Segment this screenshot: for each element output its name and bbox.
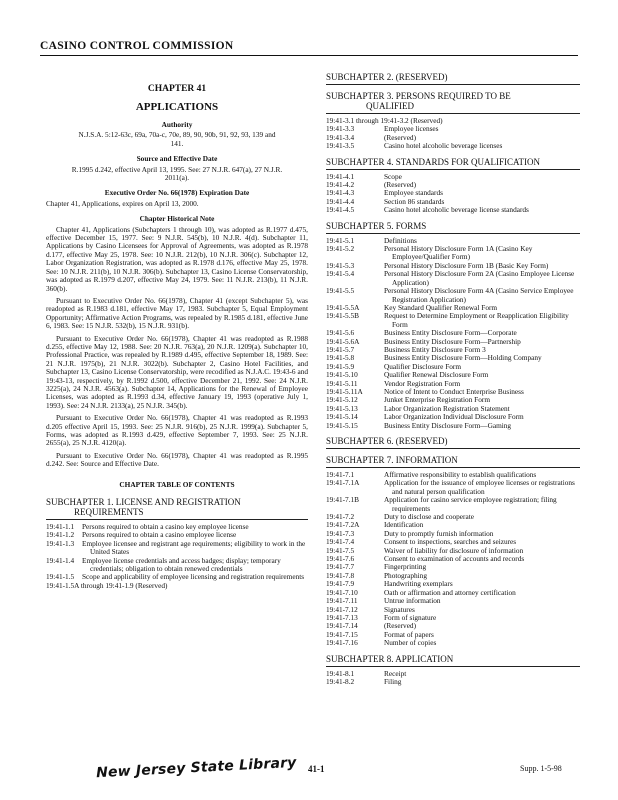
toc-entry-title: Vendor Registration Form	[384, 378, 461, 388]
toc-entry-number: 19:41-7.1	[326, 470, 355, 479]
toc-entry	[326, 639, 580, 647]
toc-entry	[326, 572, 580, 580]
toc-entry-title: Business Entity Disclosure Form—Corporate	[384, 328, 517, 338]
subchapter-heading	[326, 72, 580, 82]
historical-note-heading: Chapter Historical Note	[139, 214, 215, 224]
subchapter-rule	[46, 519, 308, 520]
authority-text: N.J.S.A. 5:12-63c, 69a, 70a-c, 70e, 89, 90, 90b, 91, 92, 93, 139 and 141.	[78, 130, 276, 148]
historical-note-paragraph: Chapter 41, Applications (Subchapters 1 through 10), was adopted as R.1977 d.475, effective December 15, 1977. See: 9 N.J.R. 545(b), 10 N.J.R. 4(d). Subchapter 11, Applications by Casino Licensees for Approval of Agreements, was adopted as R.1978 d.177, effective May 25, 1978. See: 10 N.J.R. 212(b), 10 N.J.R. 306(c). Subchapter 12, Labor Organization Registration, was adopted as R.1978 d.176, effective May 25, 1978. See: 10 N.J.R. 211(b), 10 N.J.R. 306(b). Subchapter 13, Casino License Conservatorship, was adopted as R.1979 d.207, effective May 24, 1979. See: 11 N.J.R. 213(b), 11 N.J.R. 360(b).	[46, 224, 308, 293]
toc-entry-number: 19:41-5.4	[326, 269, 355, 279]
toc-entry-title: Personal History Disclosure Form 1B (Basic Key Form)	[384, 260, 549, 270]
toc-entry-number: 19:41-7.11	[326, 596, 358, 606]
toc-entry-title: Duty to promptly furnish information	[384, 528, 494, 538]
subchapter-heading	[326, 654, 580, 664]
toc-entry-number: 19:41-5.5B	[326, 311, 360, 321]
toc-entry-number: 19:41-5.5	[326, 286, 355, 296]
toc-entry	[326, 670, 580, 678]
toc-entry-number: 19:41-5.12	[326, 395, 358, 405]
subchapter-rule	[326, 448, 580, 449]
subchapter-title: SUBCHAPTER 4. STANDARDS FOR QUALIFICATION	[326, 156, 541, 167]
toc-entry	[326, 422, 580, 430]
toc-entry-title: Handwriting exemplars	[384, 579, 453, 589]
toc-entry-title: Oath or affirmation and attorney certification	[384, 587, 516, 597]
historical-note-paragraph: Pursuant to Executive Order No. 66(1978), Chapter 41 was readopted as R.1988 d.255, effective May 12, 1988. See: 20 N.J.R. 763(a), 20 N.J.R. 1209(a). Subchapter 10, Professional Practice, was repealed by R.1989 d.495, effective September 18, 1989. See: 21 N.J.R. 1975(b), 21 N.J.R. 3022(b). Subchapter 2, Casino Hotel Facilities, and Subchapter 13, Casino License Conservatorship, were recodified as N.J.A.C. 19:43-6 and 19:43-13, respectively, by R.1992 d.500, effective December 21, 1992. See: 24 N.J.R. 3225(a), 24 N.J.R. 4563(a). Subchapter 14, Applications for the Renewal of Employee Licenses, was adopted as R.1993 d.34, effective January 19, 1993 (operative July 1, 1993). See: 24 N.J.R. 2133(a), 25 N.J.R. 345(b).	[46, 333, 308, 410]
toc-list	[326, 471, 580, 648]
subchapter-rule	[326, 113, 580, 114]
running-head: CASINO CONTROL COMMISSION	[40, 40, 234, 52]
toc-entry-number: 19:41-5.11A	[326, 386, 363, 396]
toc-entry-number: 19:41-4.5	[326, 205, 355, 215]
library-stamp: New Jersey State Library	[95, 754, 297, 782]
toc-entry-title: Receipt	[384, 668, 407, 678]
toc-entry	[326, 117, 580, 125]
subchapter-title: SUBCHAPTER 3. PERSONS REQUIRED TO BE	[326, 91, 511, 101]
toc-entry-number: 19:41-1.1	[46, 522, 75, 532]
toc-entry	[46, 540, 308, 557]
toc-entry	[326, 206, 580, 214]
source-text: R.1995 d.242, effective April 13, 1995. See: 27 N.J.R. 647(a), 27 N.J.R. 2011(a).	[71, 164, 283, 183]
toc-entry-title: Consent to inspections, searches and seizures	[384, 537, 517, 547]
toc-entry-title: Untrue information	[384, 596, 441, 606]
toc-entry-number: 19:41-5.3	[326, 260, 355, 270]
subchapter-title: SUBCHAPTER 1. LICENSE AND REGISTRATION	[46, 497, 241, 508]
toc-entry-title: Persons required to obtain a casino key employee license	[82, 522, 249, 532]
toc-entry-title: Request to Determine Employment or Reapplication Eligibility Form	[384, 311, 569, 329]
historical-note-body	[46, 226, 308, 469]
toc-entry-number: 19:41-7.5	[326, 545, 355, 555]
subchapter-heading	[326, 91, 580, 111]
chapter-title: APPLICATIONS	[135, 101, 219, 113]
toc-entry-title: Qualifier Disclosure Form	[384, 361, 462, 371]
toc-entry-number: 19:41-5.7	[326, 344, 355, 354]
toc-entry-title: Employee standards	[384, 188, 443, 198]
toc-entry-number: 19:41-8.2	[326, 676, 355, 686]
toc-entry-title: Personal History Disclosure Form 4A (Casino Service Employee Registration Application)	[384, 286, 574, 304]
toc-entry	[326, 513, 580, 521]
subchapter-rule	[326, 666, 580, 667]
toc-list	[326, 670, 580, 687]
toc-entry-title: Fingerprinting	[384, 562, 427, 572]
page-footer	[0, 752, 618, 782]
toc-entry	[326, 189, 580, 197]
historical-note-paragraph: Pursuant to Executive Order No. 66(1978), Chapter 41 was readopted as R.1995 d.242. See: Source and Effective Date.	[46, 450, 308, 469]
toc-entry-number: 19:41-7.4	[326, 537, 355, 547]
toc-entry-number: 19:41-5.6	[326, 328, 355, 338]
toc-entry-title: Business Entity Disclosure Form 3	[384, 344, 486, 354]
toc-entry-number: 19:41-3.4	[326, 132, 355, 142]
toc-entry-number: 19:41-7.2	[326, 512, 355, 522]
toc-entry-title: Scope and applicability of employee licensing and registration requirements	[82, 572, 305, 582]
toc-entry-number: 19:41-5.2	[326, 244, 355, 254]
toc-entry	[326, 142, 580, 150]
toc-entry-number: 19:41-1.5	[46, 572, 75, 582]
right-column	[326, 60, 580, 686]
toc-entry-number: 19:41-5.15	[326, 420, 358, 430]
subchapter-rule	[326, 84, 580, 85]
executive-order-heading: Executive Order No. 66(1978) Expiration Date	[104, 188, 250, 198]
toc-entry-title: Key Standard Qualifier Renewal Form	[384, 302, 498, 312]
toc-entry-title: Signatures	[384, 604, 415, 614]
executive-order-text: Chapter 41, Applications, expires on April 13, 2000.	[46, 198, 199, 208]
left-column	[46, 60, 308, 590]
toc-entry-number: 19:41-5.10	[326, 370, 358, 380]
toc-entry-title: Definitions	[384, 235, 417, 245]
toc-entry-title: Persons required to obtain a casino employee license	[82, 530, 237, 540]
toc-entry	[326, 606, 580, 614]
toc-entry-number: 19:41-7.10	[326, 587, 358, 597]
toc-entry-number: 19:41-7.7	[326, 562, 355, 572]
toc-entry-title: Waiver of liability for disclosure of information	[384, 545, 524, 555]
toc-entry-title: Personal History Disclosure Form 2A (Casino Employee License Application)	[384, 269, 575, 287]
subchapter-heading	[326, 455, 580, 465]
toc-entry-number: 19:41-3.3	[326, 124, 355, 134]
toc-entry-title: Application for casino service employee registration; filing requirements	[384, 495, 557, 513]
toc-entry-number: 19:41-7.9	[326, 579, 355, 589]
toc-entry-title: Personal History Disclosure Form 1A (Casino Key Employee/Qualifier Form)	[384, 244, 533, 262]
toc-entry-title: Form of signature	[384, 612, 437, 622]
subchapter-heading	[326, 436, 580, 446]
subchapter-heading	[326, 221, 580, 231]
toc-entry	[326, 479, 580, 496]
toc-entry-number: 19:41-5.9	[326, 361, 355, 371]
subchapter-title-cont: REQUIREMENTS	[74, 507, 144, 518]
toc-entry-title: Casino hotel alcoholic beverage licenses	[384, 141, 503, 151]
toc-list	[326, 173, 580, 215]
toc-entry-number: 19:41-7.8	[326, 570, 355, 580]
toc-entry-title: Employee licenses	[384, 124, 439, 134]
toc-entry-title: Labor Organization Registration Statement	[384, 403, 510, 413]
toc-entry-title: Consent to examination of accounts and records	[384, 554, 525, 564]
toc-entry	[326, 312, 580, 329]
historical-note-paragraph: Pursuant to Executive Order No. 66(1978), Chapter 41 (except Subchapter 5), was readopted as R.1983 d.181, effective May 17, 1983. Subchapter 5, Equal Employment Opportunity; Affirmative Action Programs, was repealed by R.1985 d.181, effective June 6, 1983. See: 15 N.J.R. 532(b), 15 N.J.R. 931(b).	[46, 295, 308, 331]
subchapter-rule	[326, 169, 580, 170]
toc-entry-number: 19:41-7.13	[326, 612, 358, 622]
toc-continued	[326, 72, 580, 686]
toc-entry-number: 19:41-4.1	[326, 171, 355, 181]
subchapter-title: SUBCHAPTER 6. (RESERVED)	[326, 436, 448, 446]
supplement-date: Supp. 1-5-98	[520, 764, 562, 773]
toc-entry	[326, 245, 580, 262]
toc-entry-title: Qualifier Renewal Disclosure Form	[384, 370, 489, 380]
toc-entry-number: 19:41-7.16	[326, 638, 358, 648]
toc-entry-title: Duty to disclose and cooperate	[384, 512, 474, 522]
historical-note-paragraph: Pursuant to Executive Order No. 66(1978), Chapter 41 was readopted as R.1993 d.205 effective April 15, 1993. See: 25 N.J.R. 916(b), 25 N.J.R. 1999(a). Subchapter 5, Forms, was adopted as R.1993 d.429, effective September 7, 1993. See: 25 N.J.R. 2655(a), 25 N.J.R. 4120(a).	[46, 413, 308, 448]
subchapter-heading	[326, 157, 580, 167]
toc-entry-title: (Reserved)	[384, 180, 417, 190]
toc-entry	[326, 287, 580, 304]
subchapter-title-cont: QUALIFIED	[366, 101, 414, 111]
toc-entry-title: Format of papers	[384, 629, 434, 639]
toc-entry	[326, 631, 580, 639]
toc-entry-title: Identification	[384, 520, 424, 530]
toc-entry	[326, 496, 580, 513]
subchapter-rule	[326, 467, 580, 468]
toc-entry	[326, 597, 580, 605]
toc-entry-title: Business Entity Disclosure Form—Gaming	[384, 420, 512, 430]
toc-entry	[326, 270, 580, 287]
toc-entry	[46, 582, 308, 590]
toc-list	[326, 117, 580, 151]
toc-entry-title: Section 86 standards	[384, 196, 445, 206]
toc-entry-title: Application for the issuance of employee licenses or registrations and natural person qualification	[384, 478, 575, 496]
subchapter-title: SUBCHAPTER 8. APPLICATION	[326, 653, 454, 664]
toc-entry-number: 19:41-7.14	[326, 621, 358, 631]
toc-entry-title: Notice of Intent to Conduct Enterprise Business	[384, 386, 524, 396]
toc-entry	[326, 173, 580, 181]
toc-entry-number: 19:41-5.8	[326, 353, 355, 363]
toc-entry-title: (Reserved)	[384, 132, 417, 142]
toc-entry-number: 19:41-7.12	[326, 604, 358, 614]
toc-entry	[326, 678, 580, 686]
toc-entry	[326, 563, 580, 571]
toc-entry-title: Photographing	[384, 570, 427, 580]
toc-list	[326, 237, 580, 430]
toc-entry-title: Number of copies	[384, 638, 437, 648]
toc-entry-title: (Reserved)	[384, 621, 417, 631]
subchapter-heading	[46, 497, 308, 517]
toc-entry-title: Affirmative responsibility to establish qualifications	[384, 470, 537, 479]
toc-entry-number: 19:41-7.1A	[326, 478, 360, 488]
toc-entry-number: 19:41-4.2	[326, 180, 355, 190]
toc-entry-title: Filing	[384, 676, 402, 686]
toc-entry-title: Employee licensee and registrant age requirements; eligibility to work in the United States	[82, 538, 306, 557]
subchapter-title: SUBCHAPTER 2. (RESERVED)	[326, 72, 448, 82]
toc-entry-number: 19:41-7.2A	[326, 520, 360, 530]
toc-entry	[326, 555, 580, 563]
toc-entry-text: 19:41-1.5A through 19:41-1.9 (Reserved)	[46, 580, 168, 590]
header-rule	[40, 55, 578, 56]
toc-entry-number: 19:41-1.3	[46, 538, 75, 548]
toc-entry-number: 19:41-5.11	[326, 378, 358, 388]
toc-entry-title: Casino hotel alcoholic beverage license standards	[384, 205, 529, 215]
toc-list	[46, 523, 308, 590]
subchapter-title: SUBCHAPTER 5. FORMS	[326, 220, 427, 231]
toc-entry-title: Labor Organization Individual Disclosure Form	[384, 412, 524, 422]
toc-entry	[326, 125, 580, 133]
toc-heading: CHAPTER TABLE OF CONTENTS	[119, 479, 235, 489]
toc-entry-title: Employee license credentials and access badges; display; temporary credentials; obligation to obtain renewed credentials	[82, 555, 281, 574]
toc-entry	[326, 614, 580, 622]
toc-entry-number: 19:41-5.1	[326, 235, 355, 245]
toc-entry-number: 19:41-3.5	[326, 141, 355, 151]
toc-entry	[326, 181, 580, 189]
page-number: 41-1	[308, 764, 325, 774]
chapter-number: CHAPTER 41	[147, 84, 207, 94]
toc-entry-number: 19:41-5.6A	[326, 336, 360, 346]
subchapter-rule	[326, 233, 580, 234]
toc-entry-title: Business Entity Disclosure Form—Holding Company	[384, 353, 542, 363]
toc-entry-number: 19:41-7.15	[326, 629, 358, 639]
authority-heading: Authority	[161, 120, 193, 129]
toc-entry-number: 19:41-5.14	[326, 412, 358, 422]
toc-entry-number: 19:41-5.5A	[326, 302, 360, 312]
toc-entry	[326, 622, 580, 630]
toc-entry	[46, 557, 308, 574]
toc-entry-number: 19:41-1.2	[46, 530, 75, 540]
toc-entry-title: Scope	[384, 171, 402, 181]
toc-entry-number: 19:41-1.4	[46, 555, 75, 565]
source-heading: Source and Effective Date	[136, 154, 218, 164]
toc-entry-title: Junket Enterprise Registration Form	[384, 395, 490, 405]
toc-entry-number: 19:41-7.6	[326, 554, 355, 564]
toc-entry-number: 19:41-8.1	[326, 668, 355, 678]
toc-entry-number: 19:41-4.4	[326, 196, 355, 206]
toc-entry-number: 19:41-5.13	[326, 403, 358, 413]
subchapter-title: SUBCHAPTER 7. INFORMATION	[326, 455, 458, 465]
toc-entry-number: 19:41-7.3	[326, 528, 355, 538]
toc-entry	[326, 589, 580, 597]
toc-entry-number: 19:41-7.1B	[326, 495, 360, 505]
toc-entry-text: 19:41-3.1 through 19:41-3.2 (Reserved)	[326, 116, 443, 125]
toc-entry-number: 19:41-4.3	[326, 188, 355, 198]
toc-entry-title: Business Entity Disclosure Form—Partnership	[384, 336, 521, 346]
